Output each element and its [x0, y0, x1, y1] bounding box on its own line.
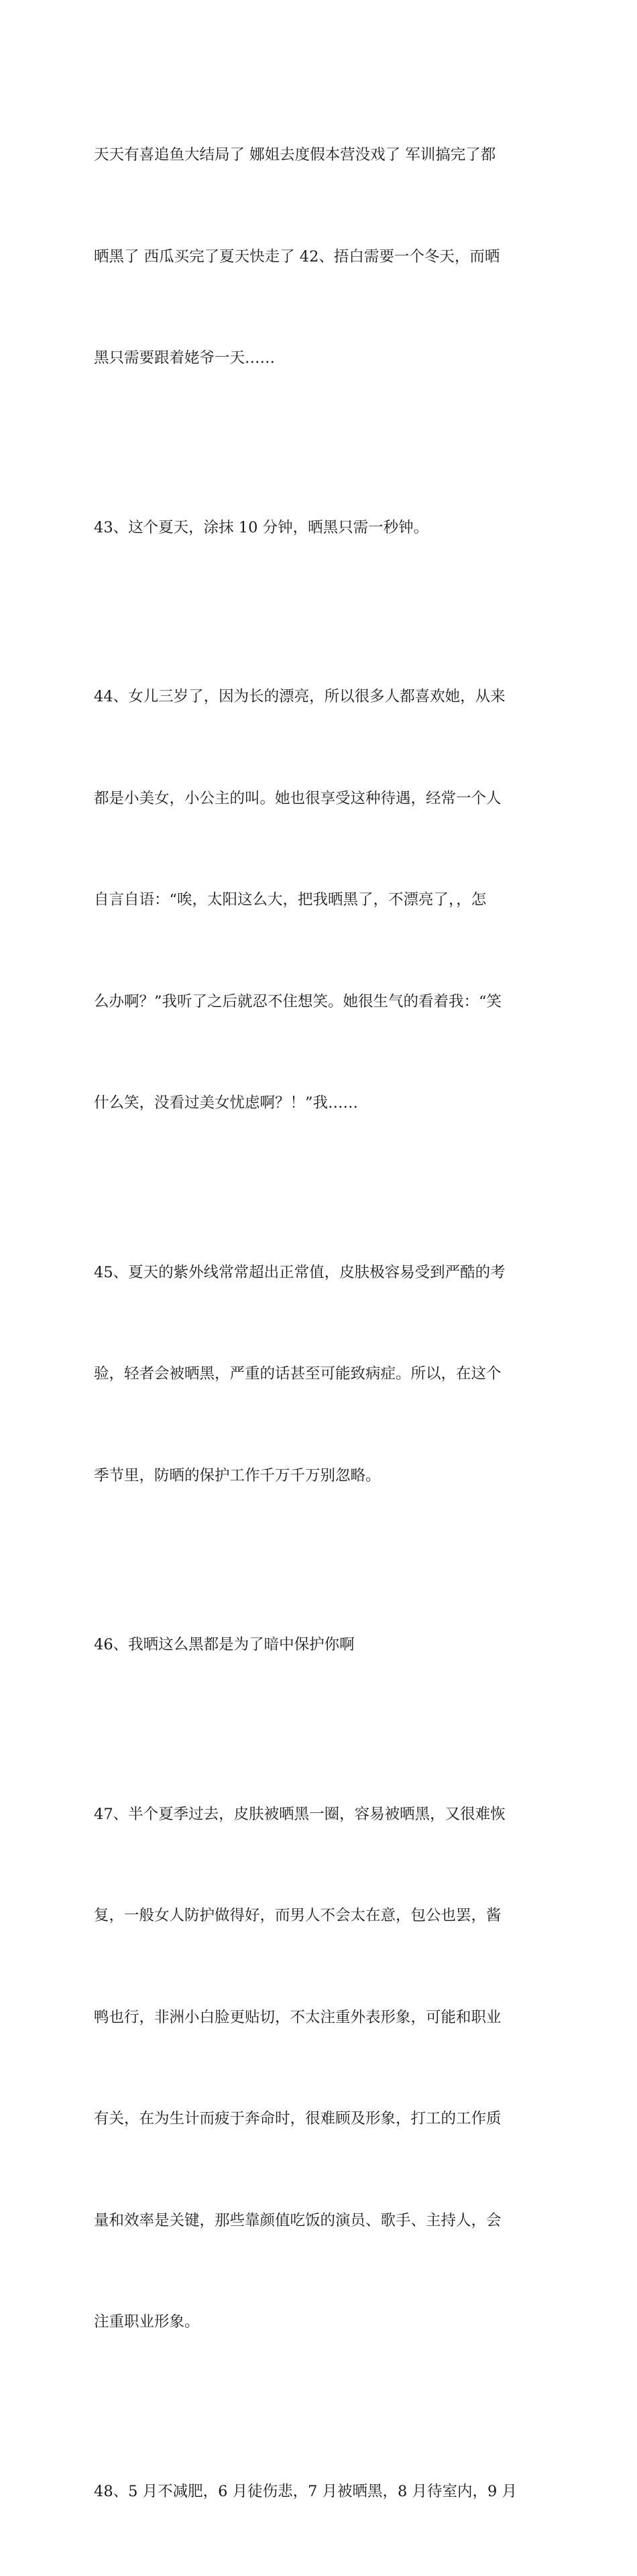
paragraph-45 — [94, 1188, 544, 1561]
text-line: 46、我晒这么黑都是为了暗中保护你啊 — [94, 1628, 544, 1662]
text-line: 么办啊？”我听了之后就忍不住想笑。她很生气的看着我：“笑 — [94, 985, 544, 1019]
paragraph-43 — [94, 443, 544, 613]
text-line: 复，一般女人防护做得好，而男人不会太在意，包公也罢，酱 — [94, 1899, 544, 1933]
text-line: 天天有喜追鱼大结局了 娜姐去度假本营没戏了 军训搞完了都 — [94, 138, 544, 172]
text-line: 鸭也行，非洲小白脸更贴切，不太注重外表形象，可能和职业 — [94, 2001, 544, 2035]
text-line: 季节里，防晒的保护工作千万千万别忽略。 — [94, 1459, 544, 1493]
paragraph-47 — [94, 1730, 544, 2407]
text-line: 都是小美女，小公主的叫。她也很享受这种待遇，经常一个人 — [94, 782, 544, 816]
paragraph-48 — [94, 2407, 544, 2576]
text-line: 自言自语：“唉，太阳这么大，把我晒黑了，不漂亮了，，怎 — [94, 883, 544, 917]
text-line: 43、这个夏天，涂抹 10 分钟，晒黑只需一秒钟。 — [94, 511, 544, 545]
text-line: 验，轻者会被晒黑，严重的话甚至可能致病症。所以，在这个 — [94, 1357, 544, 1391]
text-line: 晒黑了 西瓜买完了夏天快走了 42、捂白需要一个冬天，而晒 — [94, 240, 544, 274]
text-line: 45、夏天的紫外线常常超出正常值，皮肤极容易受到严酷的考 — [94, 1256, 544, 1290]
paragraph-summer-jokes — [94, 70, 544, 443]
text-line: 黑只需要跟着姥爷一天…… — [94, 341, 544, 375]
paragraph-44 — [94, 612, 544, 1188]
text-line: 什么笑，没看过美女忧虑啊？！”我…… — [94, 1086, 544, 1120]
text-line: 44、女儿三岁了，因为长的漂亮，所以很多人都喜欢她，从来 — [94, 680, 544, 714]
text-line: 注重职业形象。 — [94, 2305, 544, 2339]
text-line: 47、半个夏季过去，皮肤被晒黑一圈，容易被晒黑，又很难恢 — [94, 1798, 544, 1832]
document-body — [94, 70, 544, 2576]
document-page — [0, 0, 637, 824]
text-line: 量和效率是关键，那些靠颜值吃饭的演员、歌手、主持人，会 — [94, 2204, 544, 2238]
text-line: 48、5 月不减肥，6 月徒伤悲，7 月被晒黑，8 月待室内，9 月 — [94, 2475, 544, 2509]
paragraph-46 — [94, 1560, 544, 1730]
text-line: 有关，在为生计而疲于奔命时，很难顾及形象，打工的工作质 — [94, 2102, 544, 2136]
